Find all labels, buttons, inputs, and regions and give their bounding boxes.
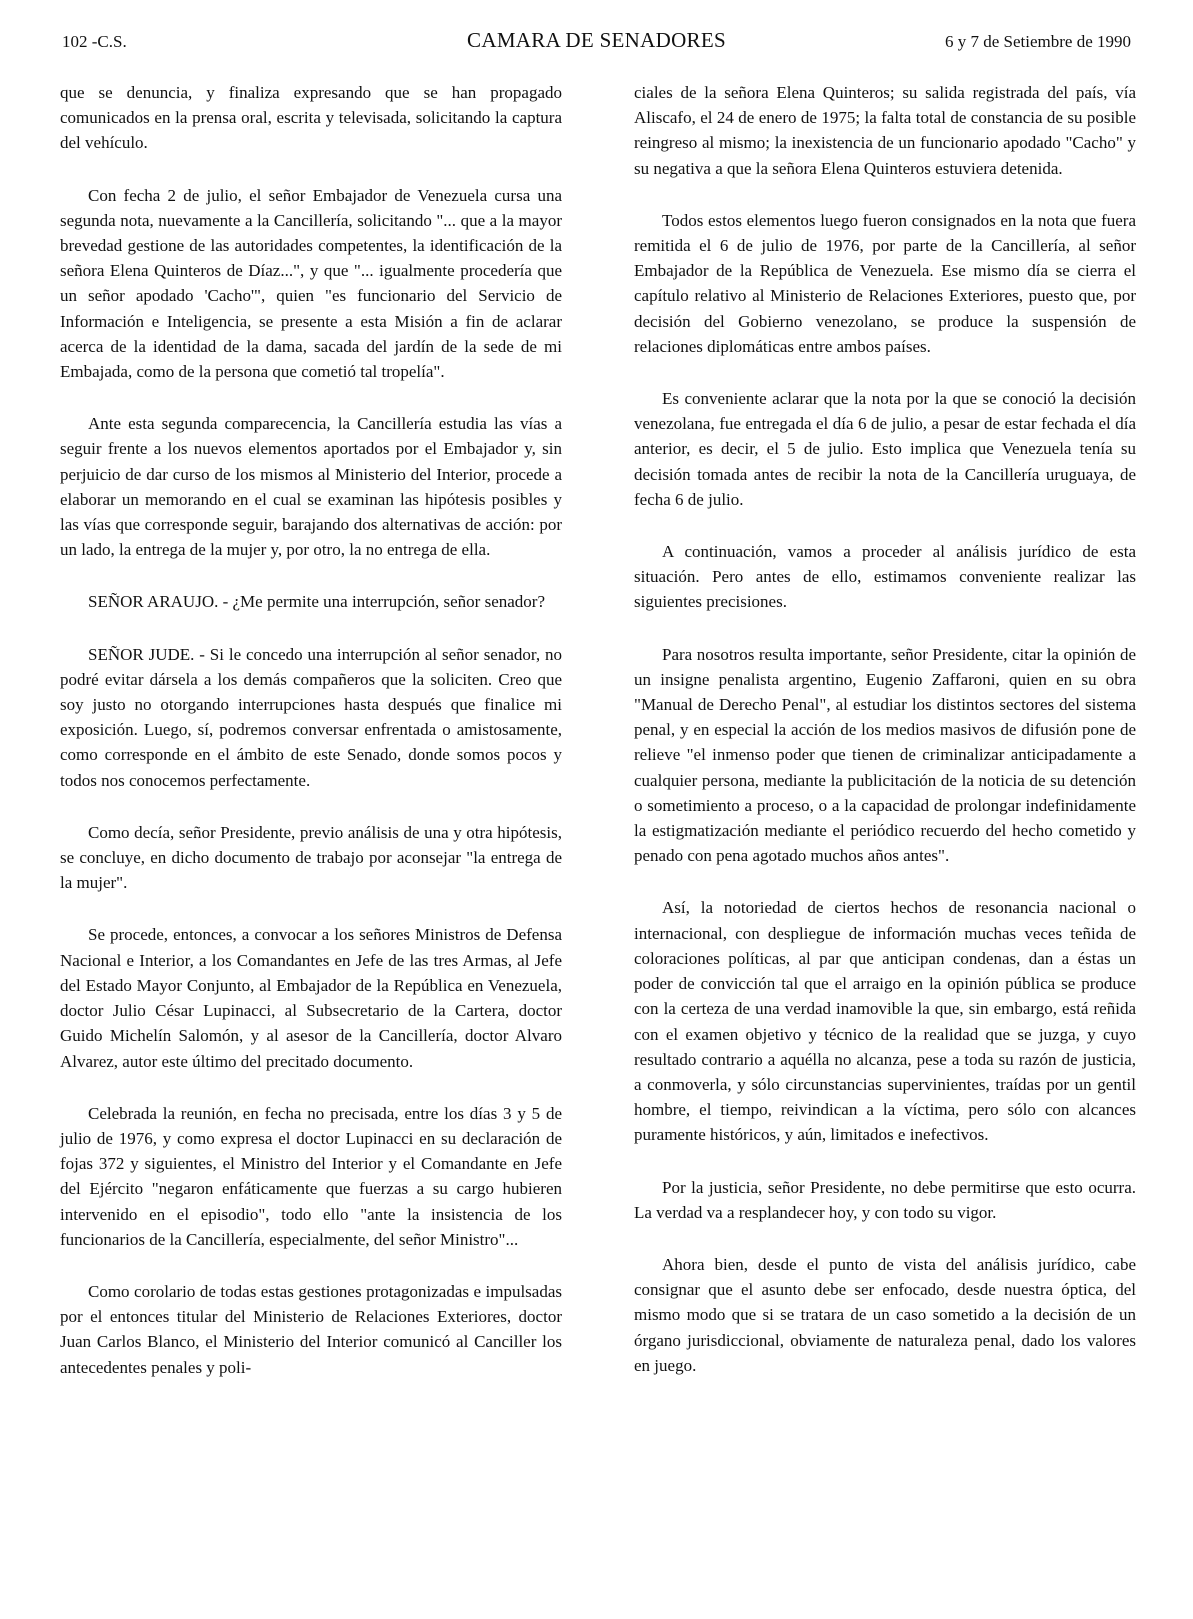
paragraph: Es conveniente aclarar que la nota por la que se conoció la decisión venezolana, fue entregada el día 6 de julio, a pesar de estar fechada el día anterior, es decir, el 5 de julio. Esto implica que Venezuela tenía su decisión tomada antes de recibir la nota de la Cancillería uruguaya, de fecha 6 de julio.: [634, 389, 1136, 509]
page-date: 6 y 7 de Setiembre de 1990: [944, 32, 1131, 51]
paragraph: Se procede, entonces, a convocar a los señores Ministros de Defensa Nacional e Interior, a los Comandantes en Jefe de las tres Armas, al Jefe del Estado Mayor Conjunto, al Embajador de la República en Venezuela, doctor Julio César Lupinacci, al Subsecretario de la Cartera, doctor Guido Michelín Salomón, y al asesor de la Cancillería, doctor Alvaro Alvarez, autor este último del precitado documento.: [60, 925, 562, 1071]
page-header: [62, 28, 1131, 58]
paragraph: SEÑOR ARAUJO. - ¿Me permite una interrupción, señor senador?: [88, 592, 546, 612]
paragraph: A continuación, vamos a proceder al análisis jurídico de esta situación. Pero antes de ello, estimamos conveniente realizar las siguientes precisiones.: [634, 542, 1136, 612]
paragraph: que se denuncia, y finaliza expresando que se han propagado comunicados en la prensa oral, escrita y televisada, solicitando la captura del vehículo.: [60, 83, 562, 153]
paragraph: Ahora bien, desde el punto de vista del análisis jurídico, cabe consignar que el asunto debe ser enfocado, desde nuestra óptica, del mismo modo que si se tratara de un caso sometido a la decisión de un órgano jurisdiccional, obviamente de naturaleza penal, dado los valores en juego.: [634, 1254, 1136, 1375]
paragraph: Para nosotros resulta importante, señor Presidente, citar la opinión de un insigne penalista argentino, Eugenio Zaffaroni, quien en su obra "Manual de Derecho Penal", al estudiar los distintos sectores del sistema penal, y en especial la acción de los medios masivos de difusión pone de relieve "el inmenso poder que tienen de criminalizar anticipadamente a cualquier persona, mediante la publicitación de la noticia de su detención o sometimiento a proceso, o a la capacidad de prolongar indefinidamente la estigmatización mediante el periódico recuerdo del hecho cometido y penado con pena agotado muchos años antes".: [634, 644, 1136, 866]
paragraph: Como decía, señor Presidente, previo análisis de una y otra hipótesis, se concluye, en dicho documento de trabajo por aconsejar "la entrega de la mujer".: [60, 822, 562, 893]
left-column: [60, 80, 562, 1407]
paragraph: Como corolario de todas estas gestiones protagonizadas e impulsadas por el entonces titular del Ministerio de Relaciones Exteriores, doctor Juan Carlos Blanco, el Ministerio del Interior comunicó al Canciller los antecedentes penales y poli-: [60, 1281, 562, 1377]
paragraph: ciales de la señora Elena Quinteros; su salida registrada del país, vía Aliscafo, el 24 de enero de 1975; la falta total de constancia de su posible reingreso al mismo; la inexistencia de un funcionario apodado "Cacho" y su negativa a que la señora Elena Quinteros estuviera detenida.: [634, 83, 1136, 178]
right-column: [634, 80, 1136, 1405]
page-title: CAMARA DE SENADORES: [467, 28, 726, 52]
paragraph: Todos estos elementos luego fueron consignados en la nota que fuera remitida el 6 de julio de 1976, por parte de la Cancillería, al señor Embajador de la República de Venezuela. Ese mismo día se cierra el capítulo relativo al Ministerio de Relaciones Exteriores, puesto que, por decisión del Gobierno venezolano, se produce la suspensión de relaciones diplomáticas entre ambos países.: [634, 210, 1136, 356]
paragraph: Celebrada la reunión, en fecha no precisada, entre los días 3 y 5 de julio de 1976, y como expresa el doctor Lupinacci en su declaración de fojas 372 y siguientes, el Ministro del Interior y el Comandante en Jefe del Ejército "negaron enfáticamente que fuerzas a su cargo hubieren intervenido en el episodio", todo ello "ante la insistencia de los funcionarios de la Cancillería, especialmente, del señor Ministro"...: [60, 1103, 562, 1249]
paragraph: SEÑOR JUDE. - Si le concedo una interrupción al señor senador, no podré evitar dársela a los demás compañeros que la soliciten. Creo que soy justo no otorgando interrupciones hasta después que finalice mi exposición. Luego, sí, podremos conversar enfrentada o amistosamente, como corresponde en el ámbito de este Senado, donde somos pocos y todos nos conocemos perfectamente.: [60, 644, 562, 790]
paragraph: Ante esta segunda comparecencia, la Cancillería estudia las vías a seguir frente a los nuevos elementos aportados por el Embajador y, sin perjuicio de dar curso de los mismos al Ministerio del Interior, procede a elaborar un memorando en el cual se examinan las hipótesis posibles y las vías que corresponde seguir, barajando dos alternativas de acción: por un lado, la entrega de la mujer y, por otro, la no entrega de ella.: [60, 414, 562, 560]
paragraph: Por la justicia, señor Presidente, no debe permitirse que esto ocurra. La verdad va a resplandecer hoy, y con todo su vigor.: [634, 1177, 1136, 1222]
page-reference: 102 -C.S.: [62, 32, 127, 51]
paragraph: Con fecha 2 de julio, el señor Embajador de Venezuela cursa una segunda nota, nuevamente a la Cancillería, solicitando "... que a la mayor brevedad gestione de las autoridades competentes, la identificación de la señora Elena Quinteros de Díaz...", y que "... igualmente procedería que un señor apodado 'Cacho'", quien "es funcionario del Servicio de Información e Inteligencia, se presente a esta Misión a fin de aclarar acerca de la identidad de la dama, sacada del jardín de la sede de mi Embajada, como de la persona que cometió tal tropelía".: [60, 185, 562, 382]
paragraph: Así, la notoriedad de ciertos hechos de resonancia nacional o internacional, con despliegue de información muchas veces teñida de coloraciones políticas, al par que anticipan condenas, dan a éstas un poder de convicción tal que el arraigo en la opinión pública se produce con la certeza de una verdad inamovible la que, sin embargo, está reñida con el examen objetivo y técnico de la realidad que se juzga, y cuyo resultado contrario a aquélla no alcanza, pese a toda su razón de justicia, a conmoverla, y sólo circunstancias supervinientes, traídas por un gentil hombre, el tiempo, reivindican a la víctima, pero sólo con alcances puramente históricos, y aún, limitados e inefectivos.: [634, 898, 1136, 1145]
